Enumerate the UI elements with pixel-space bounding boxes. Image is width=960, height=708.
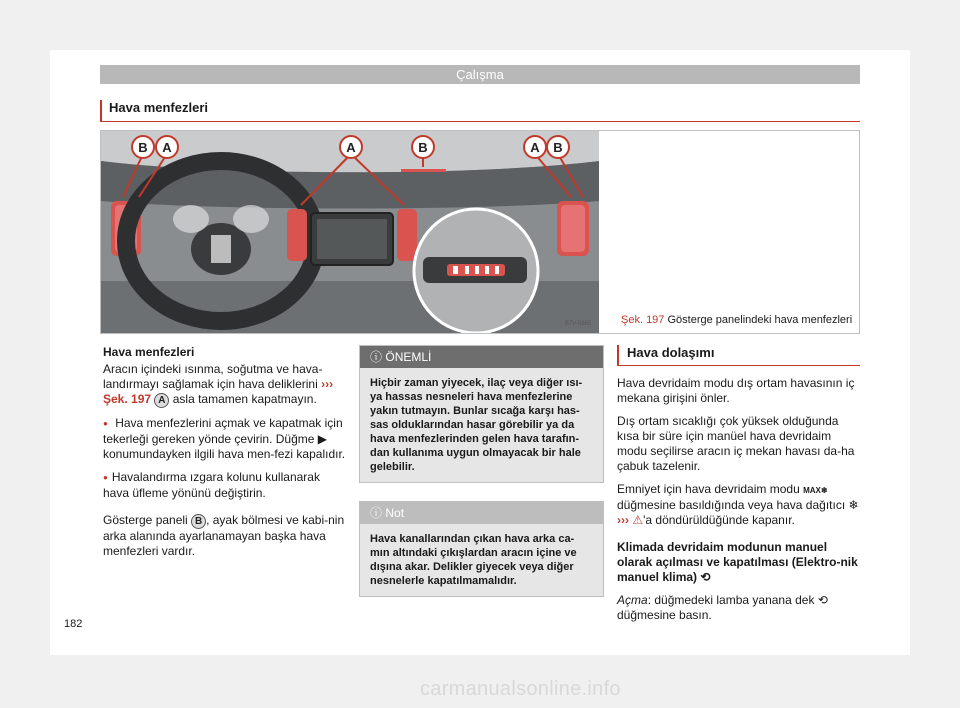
cross-ref-link[interactable]: ››› xyxy=(617,513,629,527)
col3-paragraph-1: Hava devridaim modu dış ortam havasının iç mekana girişini önler. xyxy=(617,376,855,405)
note-icon: ⓘ xyxy=(370,506,383,520)
column-1 xyxy=(103,345,348,567)
chapter-header: Çalışma xyxy=(100,65,860,84)
dashboard-illustration xyxy=(101,131,599,333)
label-b-3: B xyxy=(553,140,563,155)
label-a-3: A xyxy=(530,140,540,155)
col3-paragraph-2: Dış ortam sıcaklığı çok yüksek olduğunda kısa bir süre için manüel hava devridaim modu seçilirse aracın iç mekan havası da-ha çabuk tazelenir. xyxy=(617,414,855,473)
label-a-1: A xyxy=(162,140,172,155)
note-header xyxy=(360,502,603,524)
caption-ref: Şek. 197 xyxy=(621,314,665,326)
col1-b1-text-end: konumundayken ilgili hava men-fezi kapalıdır. xyxy=(103,447,346,461)
figure-box xyxy=(100,130,860,334)
note-body: Hava kanallarından çıkan hava arka ca-mın altındaki çıkışlardan aracın içine ve dışına akar. Delikler giyecek veya diğer nesnelerle kapatılmamalıdır. xyxy=(360,524,603,596)
col3-p4-text: Klimada devridaim modunun manuel olarak açılması ve kapatılması (Elektro-nik manuel klima) xyxy=(617,540,858,584)
col1-bullet-2 xyxy=(103,470,348,501)
defrost-icon: ❄ xyxy=(848,498,859,512)
col3-p3-text: Emniyet için hava devridaim modu xyxy=(617,482,800,496)
column-3 xyxy=(617,345,860,631)
col1-p1-text: Aracın içindeki ısınma, soğutma ve hava-landırmayı sağlamak için hava deliklerini xyxy=(103,362,323,391)
col3-p3-text-end: 'a döndürüldüğünde kapanır. xyxy=(643,513,795,527)
section-title: Hava menfezleri xyxy=(100,100,860,122)
label-a-2: A xyxy=(346,140,356,155)
max-recirc-icon: MAX❄ xyxy=(803,486,828,495)
col3-p5-text-end: düğmesine basın. xyxy=(617,608,712,622)
col1-heading: Hava menfezleri xyxy=(103,345,195,359)
note-box xyxy=(359,501,604,597)
col3-heading: Hava dolaşımı xyxy=(617,345,860,366)
caption-text: Gösterge panelindeki hava menfezleri xyxy=(667,314,853,326)
figure-link[interactable]: ››› Şek. 197 xyxy=(103,377,334,406)
col3-p5-text: : düğmedeki lamba yanana dek xyxy=(647,593,815,607)
page-number: 182 xyxy=(64,618,83,630)
col1-p1-text-end: asla tamamen kapatmayın. xyxy=(172,392,317,406)
column-2 xyxy=(359,345,604,611)
info-icon: ⓘ xyxy=(370,350,383,364)
figure-code: B7V-0865 xyxy=(565,321,592,327)
important-header xyxy=(360,346,603,368)
callout-b-badge: B xyxy=(191,514,206,529)
col1-b2-text: Havalandırma ızgara kolunu kullanarak hava üfleme yönünü değiştirin. xyxy=(103,470,320,500)
watermark: carmanualsonline.info xyxy=(420,678,621,700)
recirculation-icon: ⟲ xyxy=(700,570,711,584)
figure-caption xyxy=(621,314,852,326)
important-body: Hiçbir zaman yiyecek, ilaç veya diğer ısı-ya hassas nesneleri hava menfezlerine yakın tutmayın. Bunlar sıcağa karşı has-sas olduklarından hasar görebilir ya da hava menfezlerinden gelen hava tarafın-dan kullanıma uygun olmayacak bir hale gelebilir. xyxy=(360,368,603,482)
col1-b1-text: Hava menfezlerini açmak ve kapatmak için tekerleği gereken yönde çevirin. Düğme xyxy=(103,416,343,446)
col3-p5-term: Açma xyxy=(617,593,648,607)
col1-paragraph-1 xyxy=(103,362,348,408)
col1-bullet-1 xyxy=(103,416,348,462)
col1-p2-text-end: , ayak bölmesi ve kabi-nin arka alanında ayarlanamayan başka hava menfezleri vardır. xyxy=(103,513,345,558)
recirculation-icon-2: ⟲ xyxy=(817,593,828,607)
col3-p3-text-mid: düğmesine basıldığında veya hava dağıtıcı xyxy=(617,498,846,512)
col1-paragraph-2 xyxy=(103,513,348,559)
note-title: Not xyxy=(385,506,405,520)
label-b-2: B xyxy=(418,140,428,155)
warning-icon: ⚠ xyxy=(632,513,644,527)
col1-p2-text: Gösterge paneli xyxy=(103,513,188,527)
col3-paragraph-4 xyxy=(617,540,860,585)
callout-a-badge: A xyxy=(154,393,169,408)
col3-paragraph-3 xyxy=(617,482,860,528)
important-box xyxy=(359,345,604,483)
label-b-1: B xyxy=(138,140,148,155)
play-icon: ▶ xyxy=(317,432,328,446)
col3-paragraph-5 xyxy=(617,593,860,623)
important-title: ÖNEMLİ xyxy=(385,350,432,364)
